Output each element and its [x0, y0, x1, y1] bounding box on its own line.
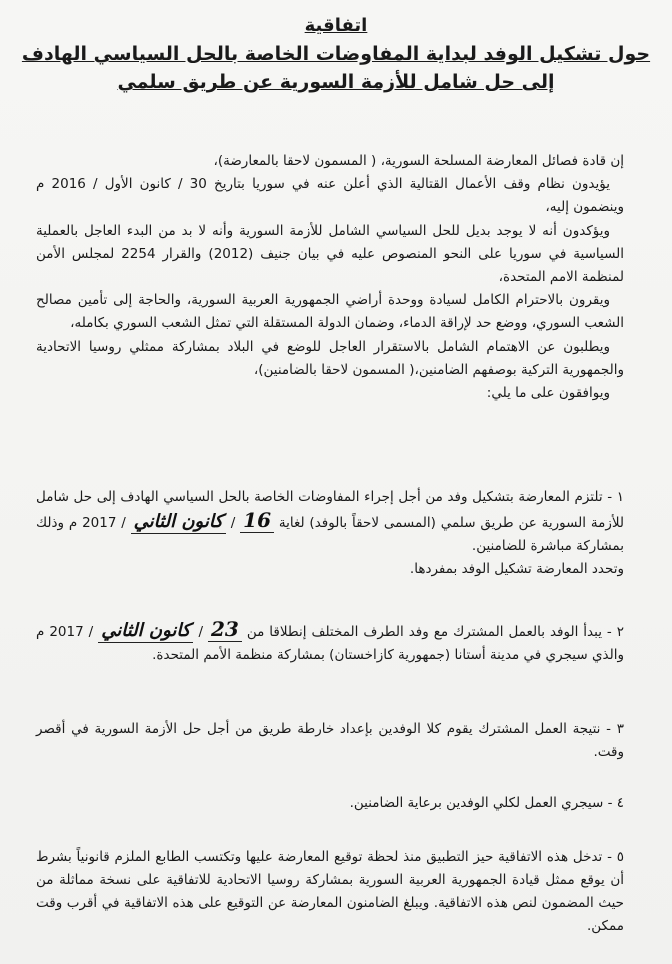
- title-line-2: حول تشكيل الوفد لبداية المفاوضات الخاصة بالحل السياسي الهادف: [21, 43, 651, 65]
- item-1-text-c: وتحدد المعارضة تشكيل الوفد بمفردها.: [409, 561, 624, 577]
- handwritten-month-1: كانون الثاني: [131, 510, 226, 534]
- item-4-text: ٤ - سيجري العمل لكلي الوفدين برعاية الضامنين.: [349, 795, 624, 811]
- preamble-paragraph-1: إن قادة فصائل المعارضة المسلحة السورية، ( المسمون لاحقا بالمعارضة)،: [213, 153, 624, 169]
- item-1-text-b: / 2017 م وذلك بمشاركة مباشرة للضامنين.: [36, 515, 624, 554]
- handwritten-month-2: كانون الثاني: [98, 619, 193, 643]
- title-line-3: إلى حل شامل للأزمة السورية عن طريق سلمي: [117, 71, 555, 93]
- agreement-item-3: [36, 718, 624, 764]
- agreement-item-1: ١ - تلتزم المعارضة بتشكيل وفد من أجل إجراء المفاوضات الخاصة بالحل السياسي الهادف إلى حل شامل للأزمة السورية عن طريق سلمي (المسمى لاحقاً بالوفد) لغاية 16 / كانون الثاني / 2017 م وذلك بمشاركة مباشرة للضامنين. وتحدد المعارضة تشكيل الوفد بمفردها.: [36, 489, 625, 577]
- handwritten-day-1: 16: [240, 509, 274, 533]
- preamble-paragraph-6: ويوافقون على ما يلي:: [486, 385, 610, 402]
- item-2-text-a: ٢ - يبدأ الوفد بالعمل المشترك مع وفد الطرف المختلف إنطلاقا من: [246, 624, 625, 640]
- agreement-item-5: [36, 846, 624, 938]
- item-5-text: ٥ - تدخل هذه الاتفاقية حيز التطبيق منذ لحظة توقيع المعارضة عليها وتكتسب الطابع الملزم قانونياً بشرط أن يوقع ممثل قيادة الجمهورية العربية السورية بمشاركة روسيا الاتحادية للاتفاقية على نسخة مماثلة من حيث المضمون لنص هذه الاتفاقية. ويبلغ الضامنون المعارضة عن التوقيع على هذه الاتفاقية في أقرب وقت ممكن.: [36, 849, 624, 934]
- preamble-paragraph-4: ويقرون بالاحترام الكامل لسيادة ووحدة أراضي الجمهورية العربية السورية، والحاجة إلى تأمين مصالح الشعب السوري، ووضع حد لإراقة الدماء، وضمان الدولة المستقلة التي تمثل الشعب السوري بكامله،: [36, 292, 624, 332]
- item-2-text-b: / 2017 م والذي سيجري في مدينة أستانا (جمهورية كازاخستان) بمشاركة منظمة الأمم المتحدة.: [36, 624, 624, 663]
- handwritten-day-2: 23: [208, 618, 242, 642]
- preamble: [36, 150, 624, 405]
- agreement-item-2: ٢ - يبدأ الوفد بالعمل المشترك مع وفد الطرف المختلف إنطلاقا من 23 / كانون الثاني / 2017 م والذي سيجري في مدينة أستانا (جمهورية كازاخستان) بمشاركة منظمة الأمم المتحدة.: [36, 617, 625, 663]
- agreement-item-4: [36, 792, 624, 815]
- document-title: [20, 14, 652, 96]
- preamble-paragraph-2: يؤيدون نظام وقف الأعمال القتالية الذي أعلن عنه في سوريا بتاريخ 30 / كانون الأول / 2016 م وينضمون إليه،: [36, 176, 624, 216]
- item-1-text-a: ١ - تلتزم المعارضة بتشكيل وفد من أجل إجراء المفاوضات الخاصة بالحل السياسي الهادف إلى حل شامل للأزمة السورية عن طريق سلمي (المسمى لاحقاً بالوفد) لغاية: [36, 489, 625, 531]
- preamble-paragraph-5: ويطلبون عن الاهتمام الشامل بالاستقرار العاجل للوضع في البلاد بمشاركة ممثلي روسيا الاتحادية والجمهورية التركية بوصفهم الضامنين،( المسمون لاحقا بالضامنين)،: [36, 338, 624, 378]
- title-line-1: اتفاقية: [304, 15, 368, 36]
- preamble-paragraph-3: ويؤكدون أنه لا يوجد بديل للحل السياسي الشامل للأزمة السورية وأنه لا بد من البدء العاجل بالعملية السياسية في سوريا على النحو المنصوص عليه في بيان جنيف (2012) والقرار 2254 لمجلس الأمن لمنظمة الامم المتحدة،: [36, 222, 625, 286]
- item-3-text: ٣ - نتيجة العمل المشترك يقوم كلا الوفدين بإعداد خارطة طريق من أجل حل الأزمة السورية في أقصر وقت.: [36, 721, 624, 760]
